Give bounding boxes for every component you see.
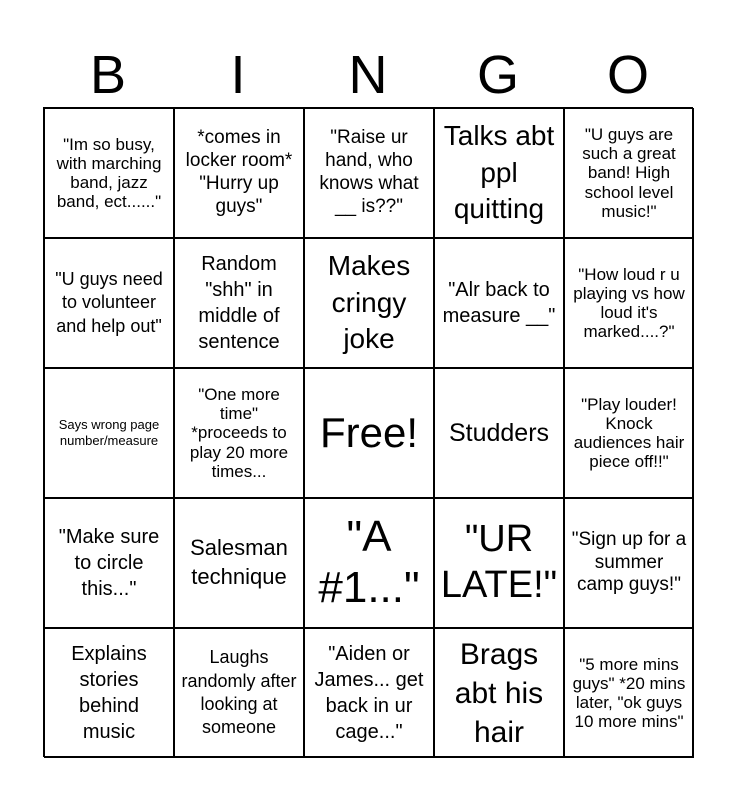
bingo-grid (43, 107, 693, 757)
bingo-cell: "A #1..." (304, 498, 434, 628)
bingo-cell: "Raise ur hand, who knows what __ is??" (304, 108, 434, 238)
bingo-cell: "Im so busy, with marching band, jazz band, ect......" (44, 108, 174, 238)
bingo-cell: *comes in locker room* "Hurry up guys" (174, 108, 304, 238)
header-letter-g: G (476, 45, 519, 105)
bingo-cell: "UR LATE!" (434, 498, 564, 628)
bingo-cell: Laughs randomly after looking at someone (174, 628, 304, 758)
header-letter-o: O (606, 45, 649, 105)
bingo-cell: "U guys need to volunteer and help out" (44, 238, 174, 368)
bingo-cell: "Aiden or James... get back in ur cage..." (304, 628, 434, 758)
bingo-cell: "5 more mins guys" *20 mins later, "ok guys 10 more mins" (564, 628, 694, 758)
bingo-cell: Explains stories behind music (44, 628, 174, 758)
bingo-cell: "One more time" *proceeds to play 20 more times... (174, 368, 304, 498)
bingo-cell: "Alr back to measure __" (434, 238, 564, 368)
bingo-cell: Brags abt his hair (434, 628, 564, 758)
bingo-cell: Salesman technique (174, 498, 304, 628)
bingo-header (43, 44, 693, 106)
bingo-cell: "U guys are such a great band! High school level music!" (564, 108, 694, 238)
bingo-cell: Says wrong page number/measure (44, 368, 174, 498)
bingo-cell: "How loud r u playing vs how loud it's marked....?" (564, 238, 694, 368)
bingo-cell: "Make sure to circle this..." (44, 498, 174, 628)
bingo-cell: "Play louder! Knock audiences hair piece off!!" (564, 368, 694, 498)
header-letter-i: I (230, 45, 246, 105)
free-space: Free! (304, 368, 434, 498)
bingo-cell: Random "shh" in middle of sentence (174, 238, 304, 368)
bingo-cell: Makes cringy joke (304, 238, 434, 368)
bingo-cell: Talks abt ppl quitting (434, 108, 564, 238)
header-letter-b: B (89, 45, 127, 105)
header-letter-n: N (348, 45, 388, 105)
bingo-cell: "Sign up for a summer camp guys!" (564, 498, 694, 628)
bingo-cell: Studders (434, 368, 564, 498)
